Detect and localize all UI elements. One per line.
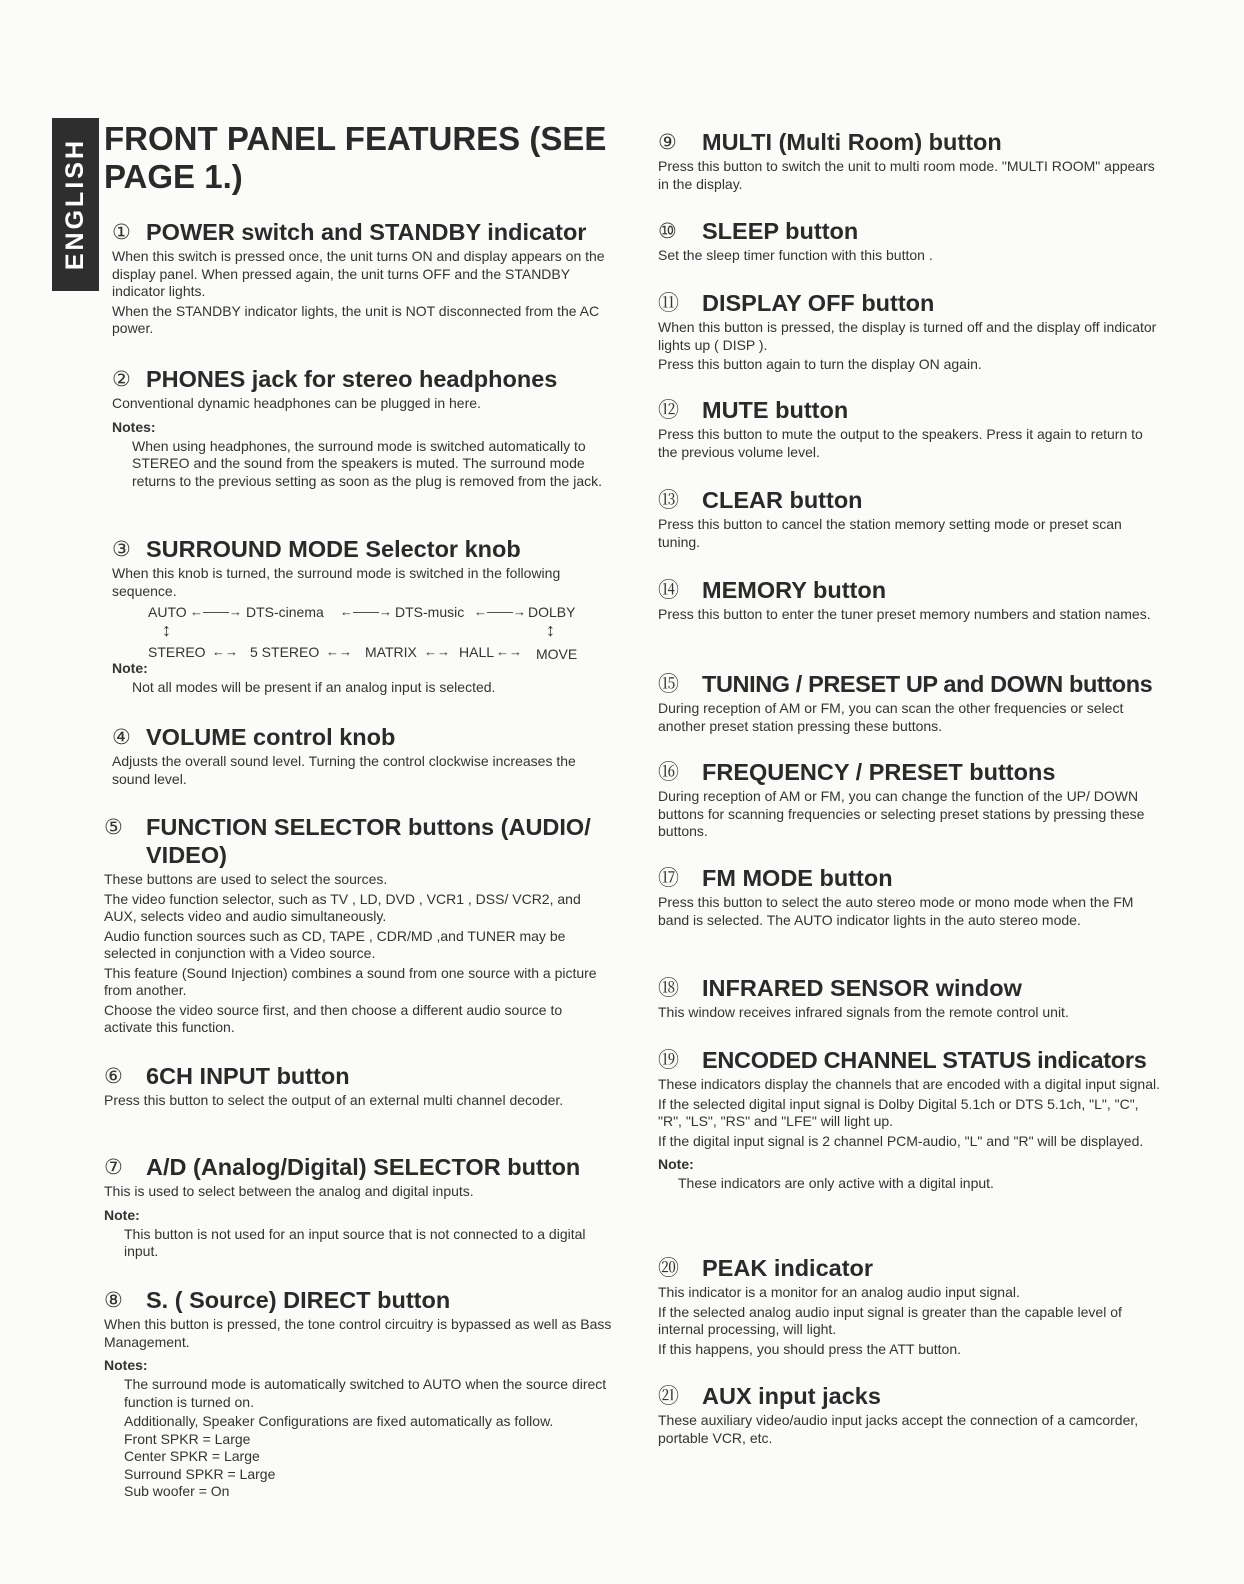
mode-hall: HALL [459,644,495,660]
section-paragraph: Press this button to switch the unit to multi room mode. "MULTI ROOM" appears in the display. [658,158,1155,192]
section-heading: DISPLAY OFF button [702,290,935,316]
language-tab-label: ENGLISH [61,138,89,271]
section-heading: FREQUENCY / PRESET buttons [702,759,1056,785]
section-paragraph: These auxiliary video/audio input jacks accept the connection of a camcorder, portable VCR, etc. [658,1412,1139,1446]
section-10 [658,217,1166,265]
section-heading: S. ( Source) DIRECT button [146,1287,451,1313]
mode-dolby: DOLBY [528,604,576,620]
surround-mode-sequence [112,600,612,664]
section-paragraph: When the STANDBY indicator lights, the unit is NOT disconnected from the AC power. [112,302,600,336]
note-text: Sub woofer = On [124,1483,230,1499]
section-20 [658,1254,1166,1358]
section-paragraph: Press this button again to turn the display ON again. [658,356,982,372]
section-7 [104,1153,612,1261]
vertical-arrow-icon: ↕ [546,620,555,640]
section-number: ⑦ [104,1155,123,1179]
section-paragraph: When this knob is turned, the surround mode is switched in the following sequence. [112,565,561,599]
section-paragraph: Press this button to select the output of an external multi channel decoder. [104,1092,564,1108]
note-text: These indicators are only active with a digital input. [678,1175,994,1191]
section-paragraph: Press this button to mute the output to the speakers. Press it again to return to the previous volume level. [658,426,1143,460]
double-arrow-icon: ←——→ [474,604,526,619]
section-12 [658,396,1166,461]
section-heading: A/D (Analog/Digital) SELECTOR button [146,1154,581,1180]
section-paragraph: Conventional dynamic headphones can be plugged in here. [112,395,481,411]
section-1 [112,218,612,338]
section-number: ⑨ [658,130,677,154]
section-19 [658,1046,1166,1193]
section-paragraph: Press this button to cancel the station memory setting mode or preset scan tuning. [658,516,1122,550]
note-text: When using headphones, the surround mode is switched automatically to STEREO and the sound from the speakers is muted. The surround mode returns to the previous setting as soon as the plug is removed from the jack. [132,437,603,489]
section-paragraph: When this switch is pressed once, the unit turns ON and display appears on the display panel. When pressed again, the unit turns OFF and the STANDBY indicator lights. [112,248,605,299]
section-15 [658,670,1166,735]
section-number: ⑰ [658,866,679,890]
section-number: ⑥ [104,1064,123,1088]
section-heading: 6CH INPUT button [146,1063,350,1089]
note-text: This button is not used for an input source that is not connected to a digital input. [124,1225,586,1259]
section-heading: MULTI (Multi Room) button [702,129,1002,155]
section-6 [104,1062,612,1110]
section-5 [104,813,612,1037]
section-paragraph: These indicators display the channels that are encoded with a digital input signal. [658,1076,1160,1092]
section-13 [658,486,1166,551]
section-heading: VOLUME control knob [146,724,396,750]
section-paragraph: This feature (Sound Injection) combines a sound from one source with a picture from another. [104,964,597,998]
section-9 [658,128,1166,193]
section-number: ⑧ [104,1288,123,1312]
section-number: ⑯ [658,760,679,784]
mode-auto: AUTO [148,604,187,620]
section-paragraph: When this button is pressed, the tone control circuitry is bypassed as well as Bass Management. [104,1316,612,1350]
section-paragraph: If the selected digital input signal is Dolby Digital 5.1ch or DTS 5.1ch, "L", "C", "R", "LS", "RS" and "LFE" will light up. [658,1095,1139,1129]
section-paragraph: During reception of AM or FM, you can change the function of the UP/ DOWN buttons for scanning frequencies or selecting preset stations by pressing these buttons. [658,788,1145,839]
section-number: ① [112,220,131,244]
section-heading: INFRARED SENSOR window [702,975,1022,1001]
language-tab [52,118,99,291]
section-number: ② [112,367,131,391]
section-paragraph: Set the sleep timer function with this button . [658,247,933,263]
section-paragraph: If this happens, you should press the ATT button. [658,1340,962,1357]
section-heading: TUNING / PRESET UP and DOWN buttons [702,671,1153,697]
note-label: Note: [104,1206,140,1223]
section-8 [104,1286,612,1501]
section-paragraph: Choose the video source first, and then choose a different audio source to activate this function. [104,1001,563,1035]
section-heading: PEAK indicator [702,1255,874,1281]
section-paragraph: Adjusts the overall sound level. Turning the control clockwise increases the sound level. [112,753,576,787]
section-21 [658,1382,1166,1447]
mode-dts-music: DTS-music [395,604,465,620]
double-arrow-icon: ←——→ [190,604,242,619]
section-paragraph: If the digital input signal is 2 channel PCM-audio, "L" and "R" will be displayed. [658,1132,1144,1149]
section-heading: MUTE button [702,397,849,423]
notes-label: Notes: [104,1357,148,1373]
section-11 [658,289,1166,374]
section-14 [658,576,1166,624]
section-number: ⑫ [658,398,679,422]
double-arrow-icon: ←→ [212,644,238,659]
section-18 [658,974,1166,1022]
section-heading: POWER switch and STANDBY indicator [146,219,587,245]
section-paragraph: Press this button to select the auto stereo mode or mono mode when the FM band is selected. The AUTO indicator lights in the auto stereo mode. [658,894,1134,928]
section-paragraph: During reception of AM or FM, you can scan the other frequencies or select another preset station pressing these buttons. [658,700,1124,734]
section-number: ③ [112,537,131,561]
section-heading: FM MODE button [702,865,893,891]
section-heading: FUNCTION SELECTOR buttons (AUDIO/ VIDEO) [146,814,591,868]
section-number: ⑮ [658,672,679,696]
section-paragraph: Press this button to enter the tuner preset memory numbers and station names. [658,606,1151,622]
section-paragraph: This indicator is a monitor for an analog audio input signal. [658,1284,1020,1300]
section-number: ⑱ [658,976,679,1000]
section-17 [658,864,1166,929]
section-number: ⑭ [658,578,679,602]
section-number: ⑤ [104,815,123,839]
section-number: ⑪ [658,291,679,315]
mode-stereo: STEREO [148,644,206,660]
mode-dts-cinema: DTS-cinema [246,604,324,620]
section-heading: MEMORY button [702,577,887,603]
section-heading: AUX input jacks [702,1383,881,1409]
section-number: ⑩ [658,219,677,243]
section-paragraph: This is used to select between the analog and digital inputs. [104,1183,474,1199]
note-label: Note: [112,660,148,676]
note-text: The surround mode is automatically switched to AUTO when the source direct function is turned on. [124,1376,607,1410]
double-arrow-icon: ←→ [496,644,522,659]
section-number: ④ [112,725,131,749]
note-text: Not all modes will be present if an analog input is selected. [132,679,496,695]
section-number: ㉑ [658,1384,679,1408]
section-number: ⑳ [658,1256,679,1280]
notes-label: Notes: [112,418,156,435]
mode-matrix: MATRIX [365,644,417,660]
note-text: Front SPKR = Large [124,1430,251,1447]
section-3 [112,535,612,697]
mode-5-stereo: 5 STEREO [250,644,320,660]
section-number: ⑬ [658,488,679,512]
section-heading: ENCODED CHANNEL STATUS indicators [702,1047,1147,1073]
double-arrow-icon: ←→ [326,644,352,659]
section-2 [112,365,612,490]
section-paragraph: The video function selector, such as TV , LD, DVD , VCR1 , DSS/ VCR2, and AUX, selects video and audio simultaneously. [104,890,581,924]
note-text: Surround SPKR = Large [124,1465,276,1482]
section-number: ⑲ [658,1048,679,1072]
section-paragraph: If the selected analog audio input signal is greater than the capable level of internal processing, will light. [658,1303,1122,1337]
note-text: Center SPKR = Large [124,1448,260,1464]
section-paragraph: This window receives infrared signals from the remote control unit. [658,1004,1069,1020]
vertical-arrow-icon: ↕ [162,620,171,640]
section-heading: SLEEP button [702,218,859,244]
section-4 [112,723,612,788]
section-heading: SURROUND MODE Selector knob [146,536,521,562]
section-heading: CLEAR button [702,487,863,513]
section-paragraph: Audio function sources such as CD, TAPE , CDR/MD ,and TUNER may be selected in conjunction with a Video source. [104,927,566,961]
note-text: Additionally, Speaker Configurations are fixed automatically as follow. [124,1413,554,1429]
note-label: Note: [658,1156,694,1172]
mode-move: MOVE [536,646,578,662]
double-arrow-icon: ←——→ [340,604,392,619]
section-paragraph: When this button is pressed, the display is turned off and the display off indicator lights up ( DISP ). [658,319,1157,353]
section-heading: PHONES jack for stereo headphones [146,366,558,392]
double-arrow-icon: ←→ [424,644,450,659]
section-paragraph: These buttons are used to select the sources. [104,871,388,887]
section-16 [658,758,1166,841]
page-title: FRONT PANEL FEATURES (SEE PAGE 1.) [104,120,607,195]
